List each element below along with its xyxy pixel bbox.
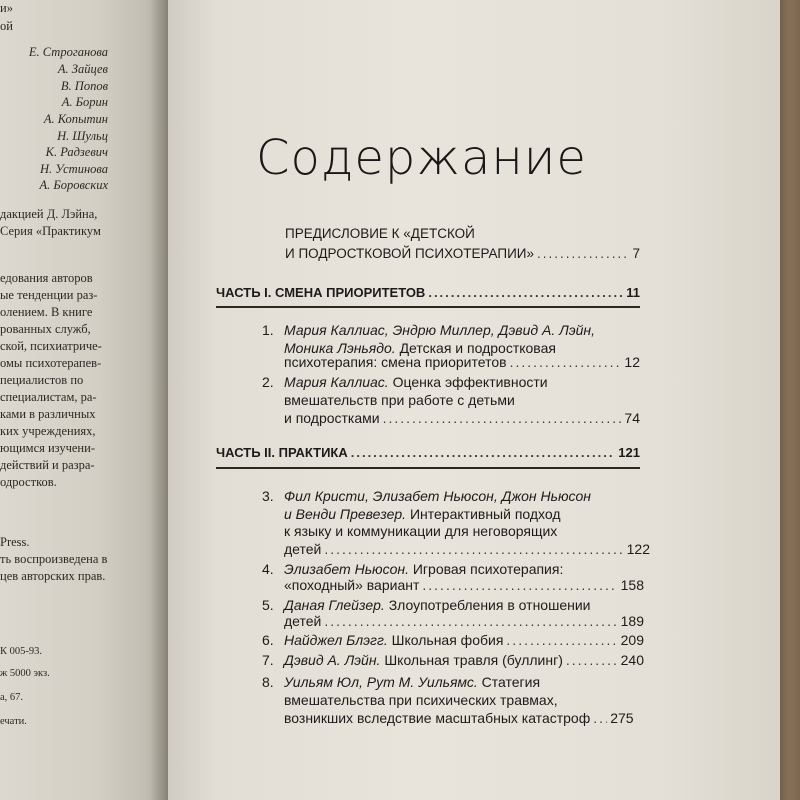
body-line: ками в различных: [0, 407, 96, 421]
chapter-entry: [262, 631, 644, 649]
chapter-number: 3.: [262, 488, 274, 504]
body-line: ющимся изучени-: [0, 441, 95, 455]
page-number: 12: [624, 354, 640, 370]
chapter-authors: Мария Каллиас, Эндрю Миллер, Дэвид А. Лэйн,: [284, 322, 595, 338]
edition-line: Серия «Практикум: [0, 224, 101, 238]
left-fragment: и»: [0, 1, 13, 15]
leader-dots: [566, 651, 618, 669]
leader-dots: [506, 631, 617, 649]
chapter-number: 2.: [262, 374, 274, 390]
chapter-authors: Даная Глейзер.: [284, 597, 385, 613]
leader-dots: [422, 576, 617, 594]
body-line: действий и разра-: [0, 458, 95, 472]
chapter-title: детей: [284, 541, 322, 557]
chapter-entry: [262, 487, 591, 505]
leader-dots: [510, 353, 622, 371]
chapter-entry-line: [284, 505, 561, 523]
page-number: 189: [620, 613, 644, 629]
body-line: ые тенденции раз-: [0, 288, 98, 302]
divider: [216, 306, 640, 308]
chapter-number: 6.: [262, 632, 274, 648]
chapter-title: Школьная фобия: [391, 632, 504, 648]
rights-line: цев авторских прав.: [0, 569, 106, 583]
chapter-title: вмешательства при психических травмах,: [284, 692, 558, 708]
chapter-authors: Уильям Юл, Рут М. Уильямс.: [284, 674, 478, 690]
body-line: специалистам, ра-: [0, 390, 97, 404]
rights-line: Press.: [0, 535, 30, 549]
leader-dots: [593, 709, 607, 727]
credit-line: Н. Устинова: [40, 162, 108, 176]
chapter-number: 4.: [262, 561, 274, 577]
page-title: Содержание: [256, 130, 587, 186]
preface-title-line2: И ПОДРОСТКОВОЙ ПСИХОТЕРАПИИ»: [285, 246, 535, 261]
part-heading: [216, 444, 640, 462]
credit-line: А. Зайцев: [57, 62, 108, 76]
chapter-authors: Найджел Блэгг.: [284, 632, 388, 648]
leader-dots: [428, 284, 623, 302]
divider: [216, 467, 640, 469]
chapter-entry-line: [284, 540, 650, 558]
chapter-authors: Мария Каллиас.: [284, 374, 389, 390]
rights-line: ть воспроизведена в: [0, 552, 108, 566]
imprint-line: К 005-93.: [0, 646, 42, 657]
part-title: ЧАСТЬ I. СМЕНА ПРИОРИТЕТОВ: [216, 285, 426, 300]
body-line: ской, психиатриче-: [0, 339, 102, 353]
chapter-title: Школьная травля (буллинг): [384, 652, 563, 668]
chapter-entry-line: [284, 409, 640, 427]
chapter-entry-line: [284, 353, 640, 371]
preface-title-line1: ПРЕДИСЛОВИЕ К «ДЕТСКОЙ: [285, 226, 475, 241]
chapter-entry: [262, 373, 548, 391]
body-line: ких учреждениях,: [0, 424, 96, 438]
leader-dots: [324, 540, 623, 558]
leader-dots: [351, 444, 616, 462]
page-number: 209: [620, 632, 644, 648]
chapter-number: 8.: [262, 674, 274, 690]
chapter-number: 7.: [262, 652, 274, 668]
part-title: ЧАСТЬ II. ПРАКТИКА: [216, 445, 348, 460]
body-line: омы психотерапев-: [0, 356, 102, 370]
credit-line: Н. Шульц: [57, 129, 108, 143]
page-number: 158: [620, 577, 644, 593]
chapter-title: «походный» вариант: [284, 577, 420, 593]
chapter-entry-line: [284, 709, 654, 727]
chapter-entry-line: [284, 612, 644, 630]
body-line: одростков.: [0, 475, 57, 489]
part-heading: [216, 284, 640, 302]
chapter-entry: [262, 321, 595, 339]
chapter-number: 1.: [262, 322, 274, 338]
left-fragment: ой: [0, 19, 13, 33]
chapter-title: детей: [284, 613, 322, 629]
chapter-title: Статегия: [481, 674, 541, 690]
credit-line: А. Боровских: [39, 178, 108, 192]
page-number: 74: [624, 410, 640, 426]
imprint-line: ечати.: [0, 716, 27, 727]
chapter-authors: Дэвид А. Лэйн.: [284, 652, 381, 668]
chapter-authors: Элизабет Ньюсон.: [284, 561, 409, 577]
page-number: 275: [610, 710, 634, 726]
chapter-entry-line: [284, 576, 644, 594]
page-number: 11: [626, 285, 640, 300]
credit-line: А. Борин: [61, 95, 108, 109]
credit-line: К. Радзевич: [45, 145, 108, 159]
page-number: 240: [620, 652, 644, 668]
chapter-title: и подростками: [284, 410, 380, 426]
page-number: 121: [618, 445, 640, 460]
credit-line: А. Копытин: [43, 112, 108, 126]
chapter-title: Игровая психотерапия:: [412, 561, 564, 577]
chapter-title: психотерапия: смена приоритетов: [284, 354, 507, 370]
chapter-title: Оценка эффективности: [392, 374, 548, 390]
left-page: [0, 0, 168, 800]
page-number: 7: [632, 246, 640, 261]
body-line: едования авторов: [0, 271, 93, 285]
body-line: рованных служб,: [0, 322, 91, 336]
imprint-line: ж 5000 экз.: [0, 668, 50, 679]
preface-entry: [285, 245, 640, 263]
chapter-title: Детская и подростковая: [399, 340, 556, 356]
chapter-title: Злоупотребления в отношении: [388, 597, 591, 613]
chapter-title: вмешательств при работе с детьми: [284, 392, 515, 408]
chapter-number: 5.: [262, 597, 274, 613]
edition-line: дакцией Д. Лэйна,: [0, 207, 98, 221]
chapter-authors: Фил Кристи, Элизабет Ньюсон, Джон Ньюсон: [284, 488, 591, 504]
chapter-authors: и Венди Превезер.: [284, 506, 407, 522]
body-line: пециалистов по: [0, 373, 84, 387]
chapter-title: Интерактивный подход: [409, 506, 561, 522]
imprint-line: а, 67.: [0, 692, 24, 703]
leader-dots: [383, 409, 622, 427]
credit-line: В. Попов: [60, 79, 108, 93]
chapter-entry: [262, 673, 540, 691]
chapter-authors: Моника Лэньядо.: [284, 340, 396, 356]
chapter-title: возникших вследствие масштабных катастроф: [284, 710, 591, 726]
chapter-entry: [262, 651, 644, 669]
body-line: олением. В книге: [0, 305, 93, 319]
page-number: 122: [626, 541, 650, 557]
leader-dots: [324, 612, 617, 630]
leader-dots: [537, 245, 629, 263]
credit-line: Е. Строганова: [28, 45, 108, 59]
chapter-title: к языку и коммуникации для неговорящих: [284, 523, 558, 539]
